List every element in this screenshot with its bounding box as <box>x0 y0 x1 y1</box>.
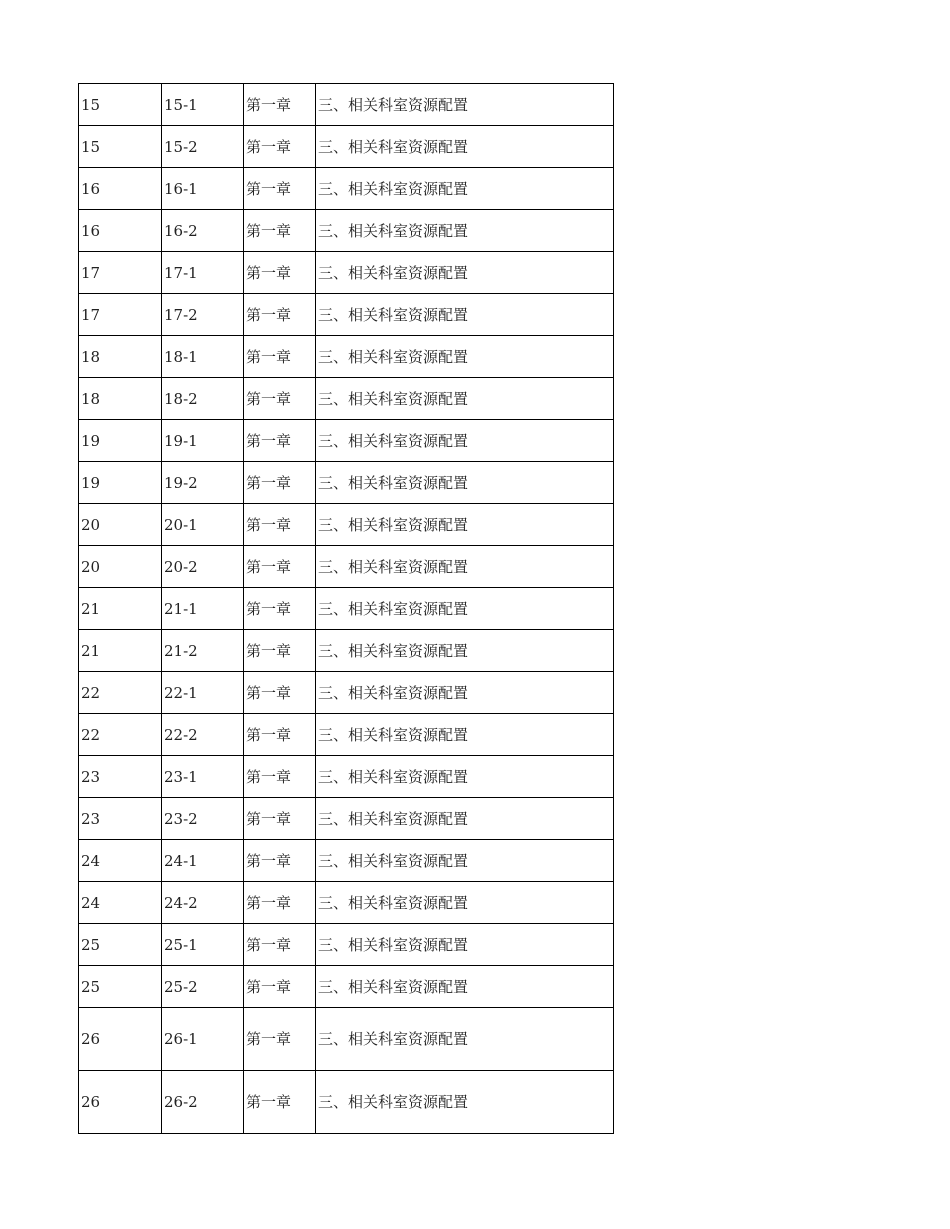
table-row <box>79 714 614 756</box>
item-code-cell: 15-2 <box>162 126 244 168</box>
row-number-cell: 20 <box>79 504 162 546</box>
row-number-cell: 22 <box>79 672 162 714</box>
section-title-cell: 三、相关科室资源配置 <box>316 462 614 504</box>
item-code-cell: 21-2 <box>162 630 244 672</box>
row-number-cell: 19 <box>79 462 162 504</box>
section-title-cell: 三、相关科室资源配置 <box>316 546 614 588</box>
item-code-cell: 15-1 <box>162 84 244 126</box>
row-number-cell: 26 <box>79 1071 162 1134</box>
row-number-cell: 15 <box>79 126 162 168</box>
item-code-cell: 20-2 <box>162 546 244 588</box>
row-number-cell: 18 <box>79 378 162 420</box>
section-title-cell: 三、相关科室资源配置 <box>316 924 614 966</box>
row-number-cell: 23 <box>79 756 162 798</box>
table-body <box>79 84 614 1134</box>
item-code-cell: 19-2 <box>162 462 244 504</box>
table-row <box>79 210 614 252</box>
chapter-cell: 第一章 <box>244 210 316 252</box>
item-code-cell: 22-1 <box>162 672 244 714</box>
table-row <box>79 168 614 210</box>
chapter-cell: 第一章 <box>244 294 316 336</box>
item-code-cell: 19-1 <box>162 420 244 462</box>
item-code-cell: 20-1 <box>162 504 244 546</box>
data-table <box>78 83 614 1134</box>
chapter-cell: 第一章 <box>244 588 316 630</box>
row-number-cell: 21 <box>79 588 162 630</box>
item-code-cell: 23-2 <box>162 798 244 840</box>
table-row <box>79 840 614 882</box>
chapter-cell: 第一章 <box>244 168 316 210</box>
chapter-cell: 第一章 <box>244 252 316 294</box>
item-code-cell: 25-2 <box>162 966 244 1008</box>
section-title-cell: 三、相关科室资源配置 <box>316 504 614 546</box>
section-title-cell: 三、相关科室资源配置 <box>316 672 614 714</box>
table-row <box>79 588 614 630</box>
item-code-cell: 24-2 <box>162 882 244 924</box>
table-row <box>79 966 614 1008</box>
chapter-cell: 第一章 <box>244 714 316 756</box>
item-code-cell: 23-1 <box>162 756 244 798</box>
row-number-cell: 26 <box>79 1008 162 1071</box>
table-row <box>79 336 614 378</box>
table-row <box>79 630 614 672</box>
item-code-cell: 17-2 <box>162 294 244 336</box>
section-title-cell: 三、相关科室资源配置 <box>316 588 614 630</box>
chapter-cell: 第一章 <box>244 126 316 168</box>
chapter-cell: 第一章 <box>244 546 316 588</box>
table-row <box>79 420 614 462</box>
table-row <box>79 546 614 588</box>
table-row <box>79 252 614 294</box>
item-code-cell: 26-1 <box>162 1008 244 1071</box>
row-number-cell: 24 <box>79 882 162 924</box>
chapter-cell: 第一章 <box>244 378 316 420</box>
section-title-cell: 三、相关科室资源配置 <box>316 630 614 672</box>
section-title-cell: 三、相关科室资源配置 <box>316 840 614 882</box>
table-row <box>79 882 614 924</box>
row-number-cell: 18 <box>79 336 162 378</box>
chapter-cell: 第一章 <box>244 924 316 966</box>
chapter-cell: 第一章 <box>244 630 316 672</box>
chapter-cell: 第一章 <box>244 1071 316 1134</box>
item-code-cell: 18-2 <box>162 378 244 420</box>
item-code-cell: 18-1 <box>162 336 244 378</box>
section-title-cell: 三、相关科室资源配置 <box>316 252 614 294</box>
item-code-cell: 17-1 <box>162 252 244 294</box>
chapter-cell: 第一章 <box>244 756 316 798</box>
chapter-cell: 第一章 <box>244 420 316 462</box>
table-row <box>79 462 614 504</box>
table-row <box>79 1071 614 1134</box>
section-title-cell: 三、相关科室资源配置 <box>316 1008 614 1071</box>
chapter-cell: 第一章 <box>244 798 316 840</box>
row-number-cell: 25 <box>79 924 162 966</box>
section-title-cell: 三、相关科室资源配置 <box>316 84 614 126</box>
chapter-cell: 第一章 <box>244 462 316 504</box>
chapter-cell: 第一章 <box>244 336 316 378</box>
item-code-cell: 25-1 <box>162 924 244 966</box>
row-number-cell: 15 <box>79 84 162 126</box>
table-row <box>79 294 614 336</box>
chapter-cell: 第一章 <box>244 966 316 1008</box>
table-row <box>79 798 614 840</box>
section-title-cell: 三、相关科室资源配置 <box>316 336 614 378</box>
chapter-cell: 第一章 <box>244 672 316 714</box>
section-title-cell: 三、相关科室资源配置 <box>316 294 614 336</box>
table-row <box>79 378 614 420</box>
table-row <box>79 672 614 714</box>
item-code-cell: 16-2 <box>162 210 244 252</box>
row-number-cell: 17 <box>79 294 162 336</box>
section-title-cell: 三、相关科室资源配置 <box>316 420 614 462</box>
table-row <box>79 756 614 798</box>
row-number-cell: 24 <box>79 840 162 882</box>
row-number-cell: 16 <box>79 168 162 210</box>
table-row <box>79 126 614 168</box>
row-number-cell: 16 <box>79 210 162 252</box>
item-code-cell: 16-1 <box>162 168 244 210</box>
chapter-cell: 第一章 <box>244 1008 316 1071</box>
section-title-cell: 三、相关科室资源配置 <box>316 168 614 210</box>
section-title-cell: 三、相关科室资源配置 <box>316 714 614 756</box>
chapter-cell: 第一章 <box>244 882 316 924</box>
table-row <box>79 924 614 966</box>
section-title-cell: 三、相关科室资源配置 <box>316 378 614 420</box>
table-row <box>79 504 614 546</box>
section-title-cell: 三、相关科室资源配置 <box>316 126 614 168</box>
chapter-cell: 第一章 <box>244 84 316 126</box>
row-number-cell: 22 <box>79 714 162 756</box>
table-row <box>79 84 614 126</box>
section-title-cell: 三、相关科室资源配置 <box>316 1071 614 1134</box>
section-title-cell: 三、相关科室资源配置 <box>316 756 614 798</box>
row-number-cell: 20 <box>79 546 162 588</box>
row-number-cell: 17 <box>79 252 162 294</box>
chapter-cell: 第一章 <box>244 504 316 546</box>
row-number-cell: 21 <box>79 630 162 672</box>
section-title-cell: 三、相关科室资源配置 <box>316 210 614 252</box>
section-title-cell: 三、相关科室资源配置 <box>316 966 614 1008</box>
item-code-cell: 24-1 <box>162 840 244 882</box>
item-code-cell: 22-2 <box>162 714 244 756</box>
section-title-cell: 三、相关科室资源配置 <box>316 882 614 924</box>
section-title-cell: 三、相关科室资源配置 <box>316 798 614 840</box>
row-number-cell: 25 <box>79 966 162 1008</box>
row-number-cell: 19 <box>79 420 162 462</box>
item-code-cell: 21-1 <box>162 588 244 630</box>
chapter-cell: 第一章 <box>244 840 316 882</box>
item-code-cell: 26-2 <box>162 1071 244 1134</box>
table-row <box>79 1008 614 1071</box>
row-number-cell: 23 <box>79 798 162 840</box>
